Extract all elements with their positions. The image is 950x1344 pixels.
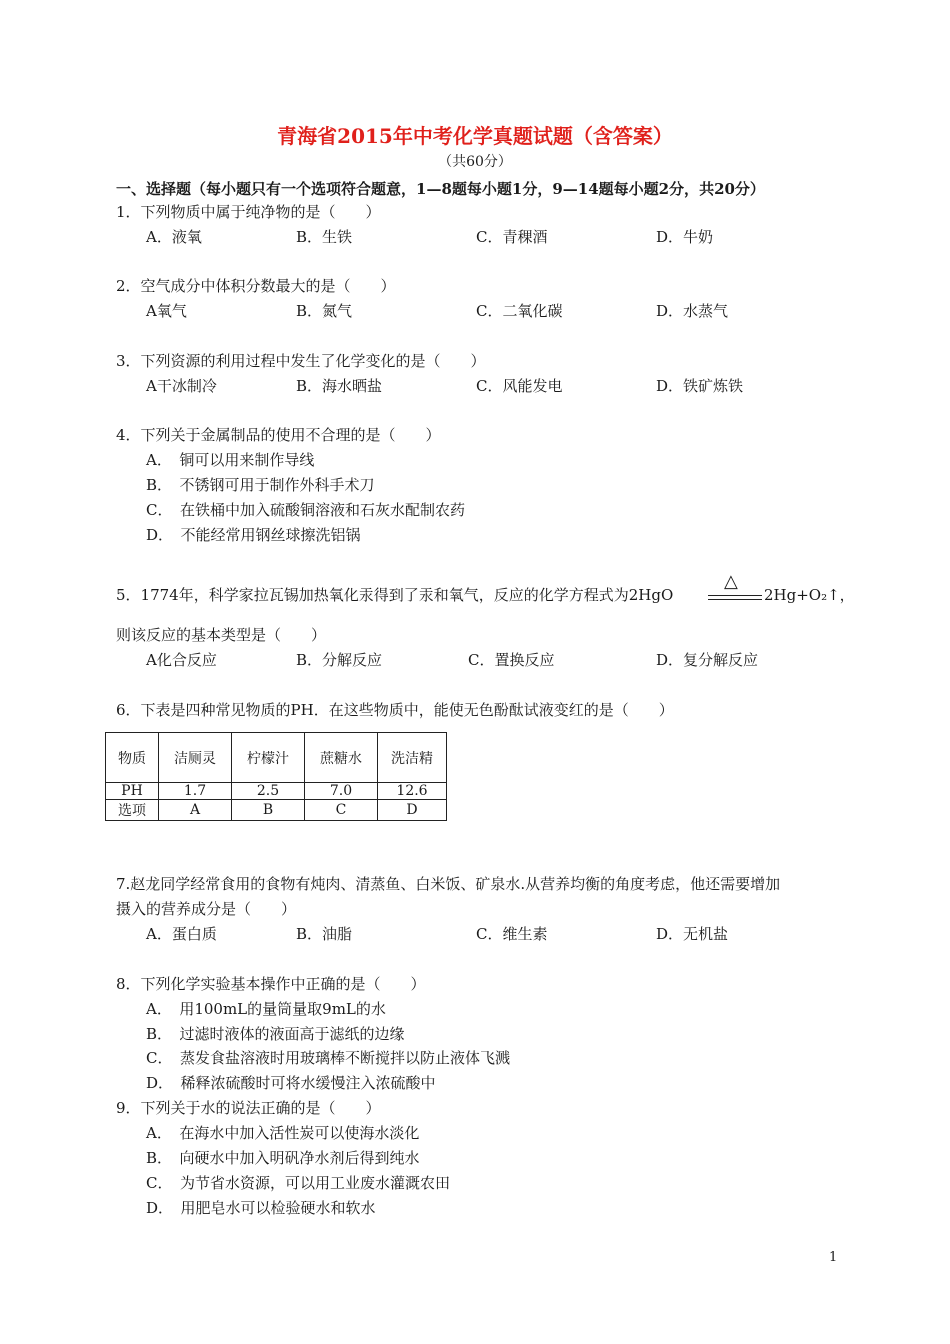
option-d: D． 不能经常用钢丝球擦洗铝锅 <box>146 526 361 544</box>
table-cell: D <box>378 800 447 821</box>
option-d: D．水蒸气 <box>656 302 729 320</box>
table-cell: 选项 <box>106 800 159 821</box>
option-c: C． 在铁桶中加入硫酸铜溶液和石灰水配制农药 <box>146 501 465 519</box>
option-a: A氧气 <box>146 302 187 320</box>
score-note: （共60分） <box>438 154 512 170</box>
option-b: B．分解反应 <box>296 651 383 669</box>
option-b: B． 向硬水中加入明矾净水剂后得到纯水 <box>146 1149 420 1167</box>
table-cell: C <box>305 800 378 821</box>
option-d: D．牛奶 <box>656 228 714 246</box>
option-c: C． 为节省水资源，可以用工业废水灌溉农田 <box>146 1174 450 1192</box>
question-stem: 3．下列资源的利用过程中发生了化学变化的是（ ） <box>116 352 486 370</box>
equation-line-top <box>708 595 762 596</box>
option-b: B． 不锈钢可用于制作外科手术刀 <box>146 476 375 494</box>
question-stem: 7.赵龙同学经常食用的食物有炖肉、清蒸鱼、白米饭、矿泉水.从营养均衡的角度考虑，他还需要增加 <box>116 875 781 893</box>
table-cell: 1.7 <box>159 783 232 800</box>
table-cell: 2.5 <box>232 783 305 800</box>
table-cell: 12.6 <box>378 783 447 800</box>
option-b: B．油脂 <box>296 925 353 943</box>
table-cell: PH <box>106 783 159 800</box>
question-stem: 9．下列关于水的说法正确的是（ ） <box>116 1099 381 1117</box>
page-number: 1 <box>829 1250 838 1265</box>
option-c: C．青稞酒 <box>476 228 548 246</box>
question-stem: 8．下列化学实验基本操作中正确的是（ ） <box>116 975 426 993</box>
option-d: D．铁矿炼铁 <box>656 377 744 395</box>
question-stem-continued: 则该反应的基本类型是（ ） <box>116 626 327 644</box>
table-cell: 蔗糖水 <box>305 733 378 783</box>
option-a: A．蛋白质 <box>146 925 217 943</box>
question-stem: 4．下列关于金属制品的使用不合理的是（ ） <box>116 426 441 444</box>
question-stem: 6．下表是四种常见物质的PH．在这些物质中，能使无色酚酞试液变红的是（ ） <box>116 701 674 719</box>
option-b: B． 过滤时液体的液面高于滤纸的边缘 <box>146 1025 405 1043</box>
table-header-row <box>106 733 447 783</box>
question-stem: 2．空气成分中体积分数最大的是（ ） <box>116 277 396 295</box>
table-cell: 物质 <box>106 733 159 783</box>
table-row <box>106 800 447 821</box>
option-b: B．海水晒盐 <box>296 377 383 395</box>
heat-symbol: △ <box>724 571 738 592</box>
page-title: 青海省2015年中考化学真题试题（含答案） <box>277 124 673 148</box>
option-a: A．液氧 <box>146 228 202 246</box>
table-cell: B <box>232 800 305 821</box>
table-cell: 柠檬汁 <box>232 733 305 783</box>
option-c: C．维生素 <box>476 925 548 943</box>
option-a: A． 用100mL的量筒量取9mL的水 <box>146 1000 386 1018</box>
option-c: C．风能发电 <box>476 377 563 395</box>
option-d: D． 用肥皂水可以检验硬水和软水 <box>146 1199 376 1217</box>
option-b: B．氮气 <box>296 302 353 320</box>
option-a: A． 铜可以用来制作导线 <box>146 451 315 469</box>
option-d: D．复分解反应 <box>656 651 759 669</box>
option-d: D．无机盐 <box>656 925 729 943</box>
question-stem-continued: 摄入的营养成分是（ ） <box>116 900 297 918</box>
question-stem: 1．下列物质中属于纯净物的是（ ） <box>116 203 381 221</box>
equation-line-bottom <box>708 599 762 600</box>
option-a: A化合反应 <box>146 651 217 669</box>
table-cell: A <box>159 800 232 821</box>
option-a: A． 在海水中加入活性炭可以使海水淡化 <box>146 1124 420 1142</box>
table-cell: 7.0 <box>305 783 378 800</box>
table-cell: 洁厕灵 <box>159 733 232 783</box>
option-b: B．生铁 <box>296 228 353 246</box>
option-a: A干冰制冷 <box>146 377 217 395</box>
question-stem: 5．1774年，科学家拉瓦锡加热氧化汞得到了汞和氧气，反应的化学方程式为2HgO <box>116 586 674 604</box>
option-c: C． 蒸发食盐溶液时用玻璃棒不断搅拌以防止液体飞溅 <box>146 1049 510 1067</box>
option-c: C．二氧化碳 <box>476 302 563 320</box>
section-heading: 一、选择题（每小题只有一个选项符合题意，1—8题每小题1分，9—14题每小题2分，共20分） <box>116 180 765 198</box>
option-c: C．置换反应 <box>468 651 555 669</box>
option-d: D． 稀释浓硫酸时可将水缓慢注入浓硫酸中 <box>146 1074 436 1092</box>
table-row <box>106 783 447 800</box>
ph-table <box>105 732 447 821</box>
table-cell: 洗洁精 <box>378 733 447 783</box>
equation-products: 2Hg+O₂↑， <box>764 586 855 604</box>
